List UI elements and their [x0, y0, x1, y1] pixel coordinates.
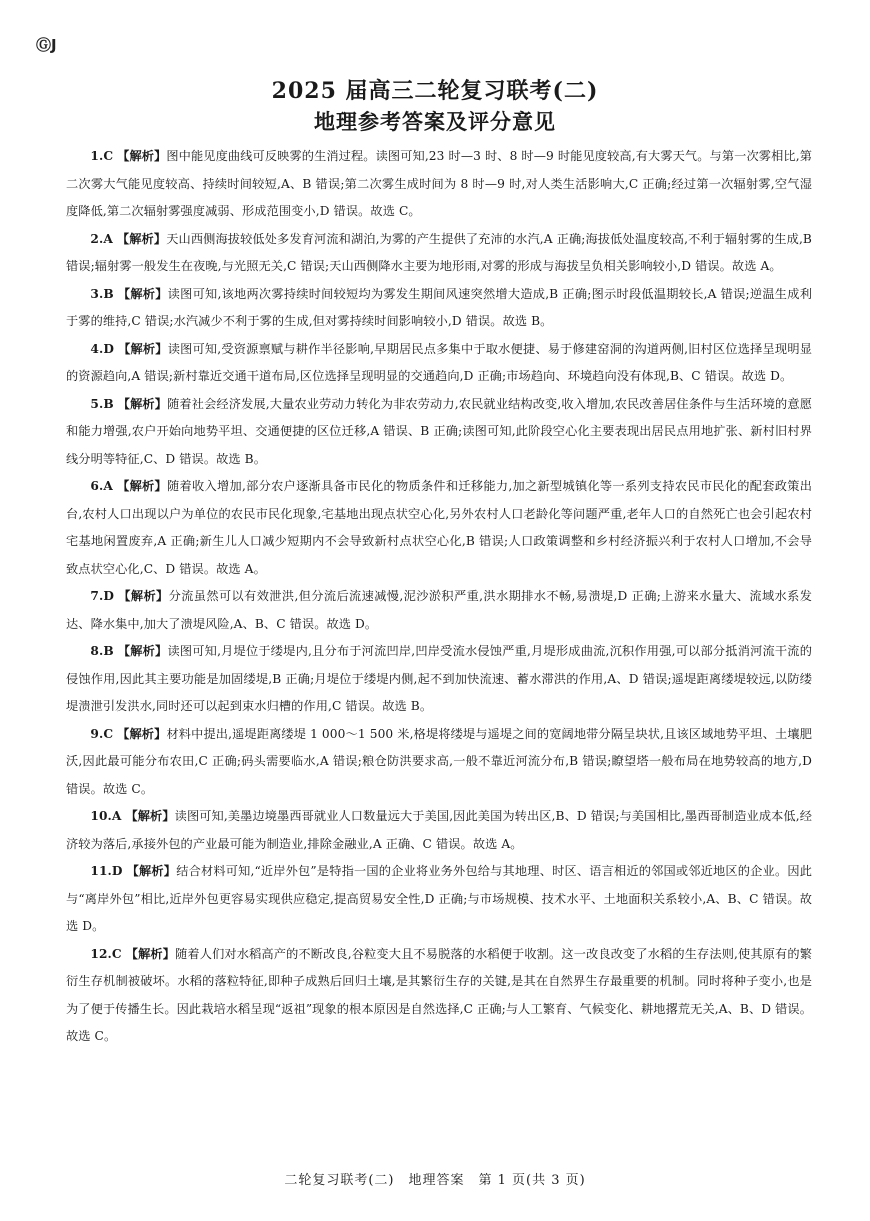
item-number: 10. [90, 809, 112, 823]
answer-item-1 [66, 143, 812, 226]
answer-item-11 [66, 858, 812, 941]
analysis-tag: 【解析】 [125, 809, 175, 823]
answer-item-12 [66, 941, 812, 1051]
item-explanation: 读图可知,该地两次雾持续时间较短均为雾发生期间风速突然增大造成,B 正确;图示时段低温期较长,A 错误;逆温生成利于雾的维持,C 错误;水汽减少不利于雾的生成,但对雾持续时间影响较小,D 错误。故选 B。 [66, 286, 812, 328]
item-explanation: 读图可知,美墨边境墨西哥就业人口数量远大于美国,因此美国为转出区,B、D 错误;与美国相比,墨西哥制造业成本低,经济较为落后,承接外包的产业最可能为制造业,排除金融业,A 正确、C 错误。故选 A。 [66, 809, 812, 851]
page-subtitle: 地理参考答案及评分意见 [314, 110, 556, 134]
item-answer: D [103, 341, 114, 356]
item-explanation: 读图可知,月堤位于缕堤内,且分布于河流凹岸,凹岸受流水侵蚀严重,月堤形成曲流,沉积作用强,可以部分抵消河流干流的侵蚀作用,因此其主要功能是加固缕堤,B 正确;月堤位于缕堤内侧,起不到加快流速、蓄水滞洪的作用,A、D 错误;遥堤距离缕堤较远,以防缕堤溃泄引发洪水,同时还可以起到束水归槽的作用,C 错误。故选 B。 [66, 644, 813, 713]
item-answer: D [111, 864, 123, 878]
item-answer: C [103, 149, 114, 163]
page-title: 2025 届高三二轮复习联考(二) [271, 78, 599, 104]
item-answer: D [103, 589, 114, 603]
answer-item-3 [66, 281, 812, 336]
publisher-logo: ⒼJ [36, 36, 57, 54]
item-answer: B [103, 396, 114, 411]
analysis-tag: 【解析】 [117, 149, 167, 163]
item-number: 8. [90, 644, 104, 658]
analysis-tag: 【解析】 [126, 864, 177, 878]
page-footer: 二轮复习联考(二) 地理答案 第 1 页(共 3 页) [284, 1173, 586, 1188]
analysis-tag: 【解析】 [125, 946, 176, 961]
item-explanation: 天山西侧海拔较低处多发育河流和湖泊,为雾的产生提供了充沛的水汽,A 正确;海拔低处温度较高,不利于辐射雾的生成,B 错误;辐射雾一般发生在夜晚,与光照无关,C 错误;天山西侧降水主要为地形雨,对雾的形成与海拔呈负相关影响较小,D 错误。故选 A。 [66, 231, 812, 273]
item-number: 1. [90, 149, 104, 163]
item-number: 2. [90, 231, 104, 246]
analysis-tag: 【解析】 [116, 231, 167, 246]
answer-item-5 [66, 391, 812, 474]
item-explanation: 分流虽然可以有效泄洪,但分流后流速减慢,泥沙淤积严重,洪水期排水不畅,易溃堤,D 正确;上游来水量大、流域水系发达、降水集中,加大了溃堤风险,A、B、C 错误。故选 D。 [66, 589, 812, 631]
item-explanation: 图中能见度曲线可反映雾的生消过程。读图可知,23 时—3 时、8 时—9 时能见度较高,有大雾天气。与第一次雾相比,第二次雾大气能见度较高、持续时间较短,A、B 错误;第二次雾生成时间为 8 时—9 时,对人类生活影响大,C 正确;经过第一次辐射雾,空气湿度降低,第二次辐射雾强度减弱、形成范围变小,D 错误。故选 C。 [66, 149, 812, 218]
item-answer: C [111, 946, 122, 961]
item-answer: A [103, 479, 113, 493]
item-number: 3. [90, 286, 104, 301]
analysis-tag: 【解析】 [118, 589, 169, 603]
item-number: 12. [90, 946, 112, 961]
analysis-tag: 【解析】 [117, 479, 168, 493]
answer-item-2 [66, 226, 812, 281]
item-answer: A [103, 231, 113, 246]
answer-list [66, 143, 812, 1051]
analysis-tag: 【解析】 [117, 726, 167, 741]
item-explanation: 随着收入增加,部分农户逐渐具备市民化的物质条件和迁移能力,加之新型城镇化等一系列支持农民市民化的配套政策出台,农村人口出现以户为单位的农民市民化现象,宅基地出现点状空心化,另外农村人口老龄化等问题严重,老年人口的自然死亡也会引起农村宅基地闲置废弃,A 正确;新生儿人口减少短期内不会导致新村点状空心化,B 错误;人口政策调整和乡村经济振兴利于农村人口增加,不会导致点状空心化,C、D 错误。故选 A。 [66, 479, 813, 576]
item-number: 4. [90, 341, 104, 356]
answer-item-4 [66, 336, 812, 391]
answer-item-8 [66, 638, 812, 721]
item-answer: B [103, 644, 114, 658]
item-explanation: 读图可知,受资源禀赋与耕作半径影响,早期居民点多集中于取水便捷、易于修建窑洞的沟道两侧,旧村区位选择呈现明显的资源趋向,A 错误;新村靠近交通干道布局,区位选择呈现明显的交通趋向,D 正确;市场趋向、环境趋向没有体现,B、C 错误。故选 D。 [66, 341, 812, 383]
analysis-tag: 【解析】 [117, 286, 168, 301]
answer-item-6 [66, 473, 812, 583]
analysis-tag: 【解析】 [117, 396, 168, 411]
item-explanation: 随着人们对水稻高产的不断改良,谷粒变大且不易脱落的水稻便于收割。这一改良改变了水稻的生存法则,使其原有的繁衍生存机制被破坏。水稻的落粒特征,即种子成熟后回归土壤,是其繁衍生存的关键,是其在自然界生存最重要的机制。同时将种子变小,也是为了便于传播生长。因此栽培水稻呈现“返祖”现象的根本原因是自然选择,C 正确;与人工繁育、气候变化、耕地撂荒无关,A、B、D 错误。故选 C。 [66, 946, 812, 1043]
answer-item-7 [66, 583, 812, 638]
item-number: 11. [90, 864, 112, 878]
item-explanation: 结合材料可知,“近岸外包”是特指一国的企业将业务外包给与其地理、时区、语言相近的邻国或邻近地区的企业。因此与“离岸外包”相比,近岸外包更容易实现供应稳定,提高贸易安全性,D 正确;与市场规模、技术水平、土地面积关系较小,A、B、C 错误。故选 D。 [66, 864, 812, 933]
item-answer: B [103, 286, 114, 301]
answer-item-9 [66, 721, 812, 804]
item-answer: C [103, 726, 114, 741]
analysis-tag: 【解析】 [118, 341, 168, 356]
item-explanation: 随着社会经济发展,大量农业劳动力转化为非农劳动力,农民就业结构改变,收入增加,农民改善居住条件与生活环境的意愿和能力增强,农户开始向地势平坦、交通便捷的区位迁移,A 错误、B 正确;读图可知,此阶段空心化主要表现出居民点用地扩张、新村旧村界线分明等特征,C、D 错误。故选 B。 [66, 396, 812, 466]
answer-item-10 [66, 803, 812, 858]
analysis-tag: 【解析】 [117, 644, 168, 658]
item-number: 6. [90, 479, 104, 493]
item-number: 9. [90, 726, 104, 741]
item-number: 7. [90, 589, 104, 603]
item-explanation: 材料中提出,遥堤距离缕堤 1 000～1 500 米,格堤将缕堤与遥堤之间的宽阔地带分隔呈块状,且该区域地势平坦、土壤肥沃,因此最可能分布农田,C 正确;码头需要临水,A 错误;粮仓防洪要求高,一般不靠近河流分布,B 错误;瞭望塔一般布局在地势较高的地方,D 错误。故选 C。 [66, 726, 812, 796]
item-answer: A [111, 809, 122, 823]
item-number: 5. [90, 396, 104, 411]
